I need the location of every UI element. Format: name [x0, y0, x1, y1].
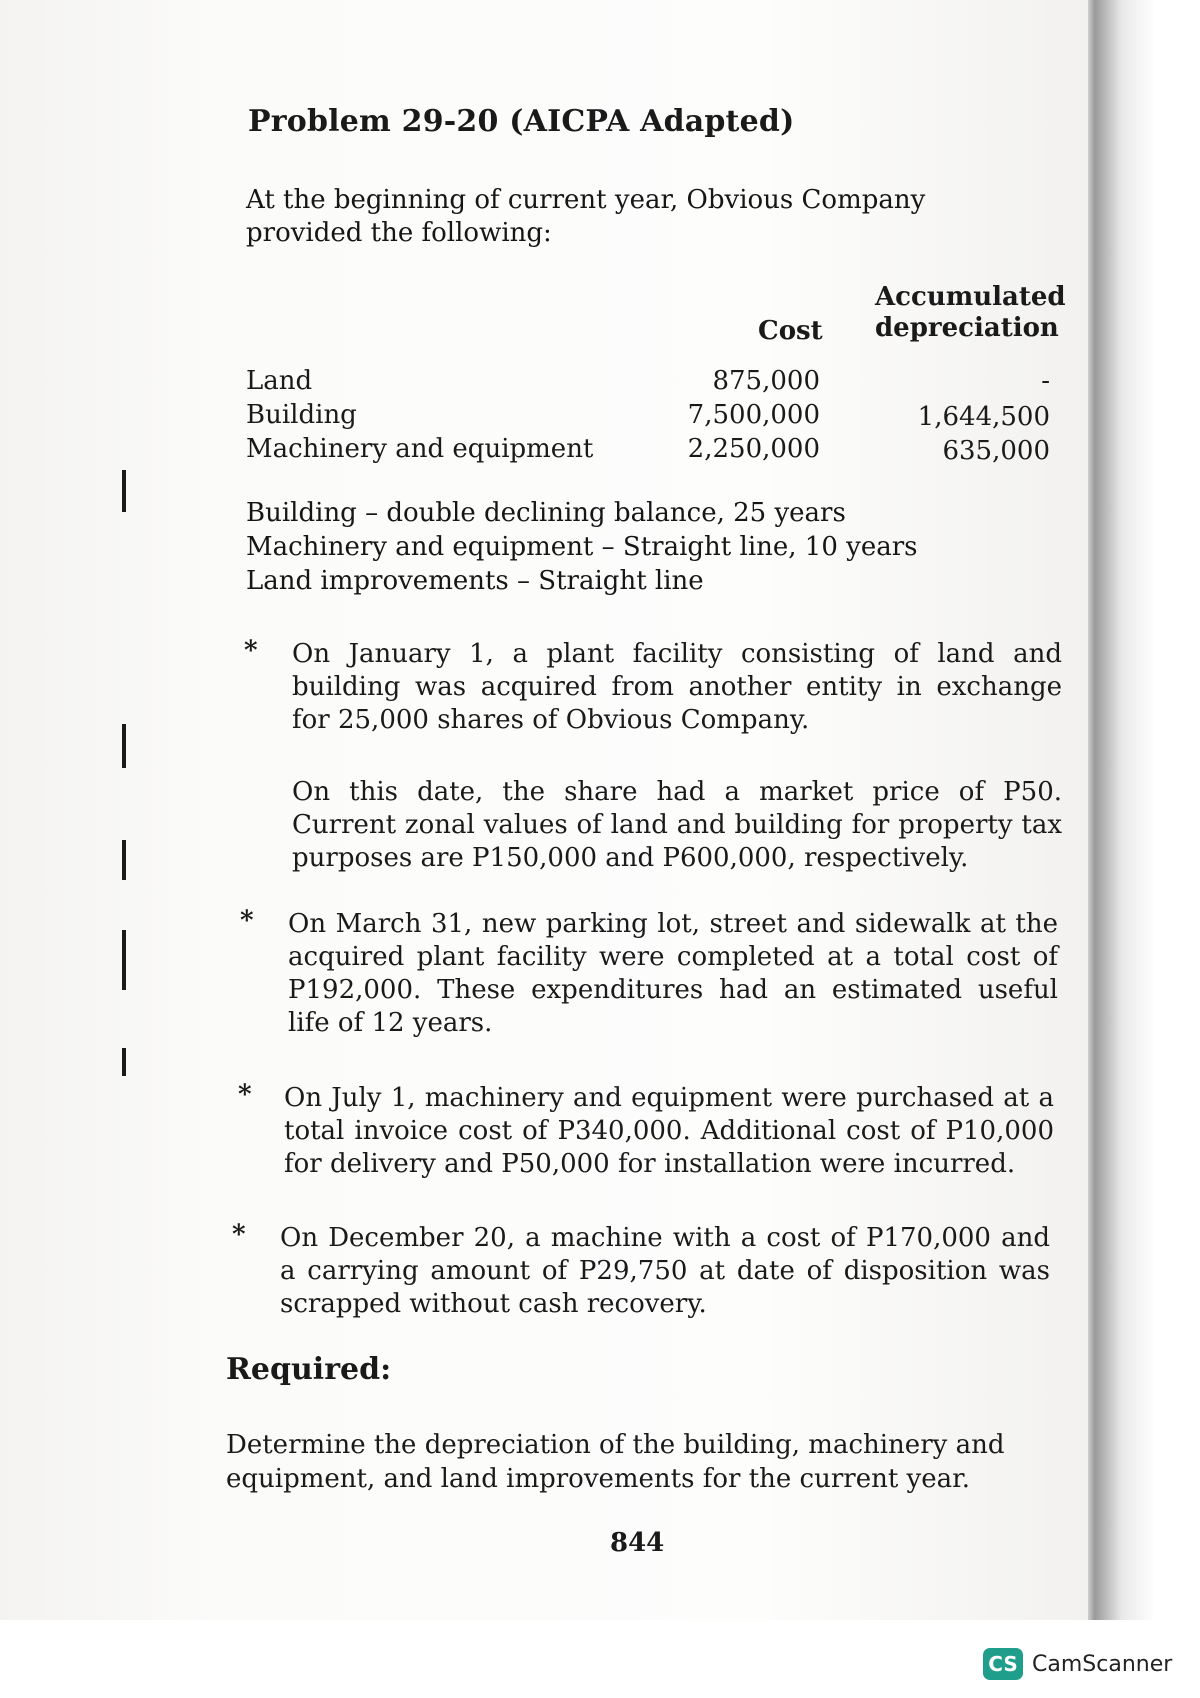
row-cost: 2,250,000 [687, 434, 820, 464]
margin-mark [122, 470, 126, 512]
margin-mark [122, 930, 126, 990]
row-accumulated: - [1041, 366, 1050, 396]
method-line: Land improvements – Straight line [246, 566, 704, 596]
book-spine-shadow [1088, 0, 1200, 1620]
row-label: Building [246, 400, 357, 430]
required-heading: Required: [226, 1352, 392, 1387]
list-item: On January 1, a plant facility consisting of land and building was acquired from another entity in exchange for 25,000 shares of Obvious Company. [292, 639, 1062, 735]
method-line: Building – double declining balance, 25 years [246, 498, 846, 528]
list-item: On March 31, new parking lot, street and sidewalk at the acquired plant facility were completed at a total cost of P192,000. These expenditures had an estimated useful life of 12 years. [288, 909, 1058, 1038]
bullet-icon: * [244, 636, 258, 666]
bullet-icon: * [232, 1220, 246, 1250]
camscanner-logo-icon: CS [983, 1648, 1023, 1680]
list-item: On this date, the share had a market price of P50. Current zonal values of land and building for property tax purposes are P150,000 and P600,000, respectively. [292, 777, 1062, 873]
header-cost: Cost [758, 316, 823, 346]
camscanner-watermark: CamScanner [1032, 1652, 1173, 1677]
bullet-icon: * [238, 1080, 252, 1110]
required-text: Determine the depreciation of the building, machinery and equipment, and land improvements for the current year. [226, 1430, 1005, 1494]
intro-text: At the beginning of current year, Obvious Company provided the following: [246, 185, 926, 248]
problem-title: Problem 29-20 (AICPA Adapted) [248, 104, 795, 139]
margin-mark [122, 1048, 126, 1076]
row-label: Land [246, 366, 313, 396]
depreciation-methods [246, 496, 1066, 598]
list-item: On July 1, machinery and equipment were purchased at a total invoice cost of P340,000. Additional cost of P10,000 for delivery and P50,000 for installation were incurred. [284, 1083, 1054, 1179]
method-line: Machinery and equipment – Straight line, 10 years [246, 532, 918, 562]
row-accumulated: 635,000 [942, 436, 1050, 466]
row-cost: 875,000 [712, 366, 820, 396]
bullet-icon: * [240, 906, 254, 936]
header-accumulated-depreciation: Accumulated depreciation [875, 282, 1066, 343]
row-label: Machinery and equipment [246, 434, 594, 464]
list-item: On December 20, a machine with a cost of P170,000 and a carrying amount of P29,750 at date of disposition was scrapped without cash recovery. [280, 1223, 1050, 1319]
margin-mark [122, 840, 126, 880]
row-accumulated: 1,644,500 [917, 402, 1050, 432]
row-cost: 7,500,000 [687, 400, 820, 430]
margin-mark [122, 724, 126, 768]
page-number: 844 [610, 1528, 665, 1558]
